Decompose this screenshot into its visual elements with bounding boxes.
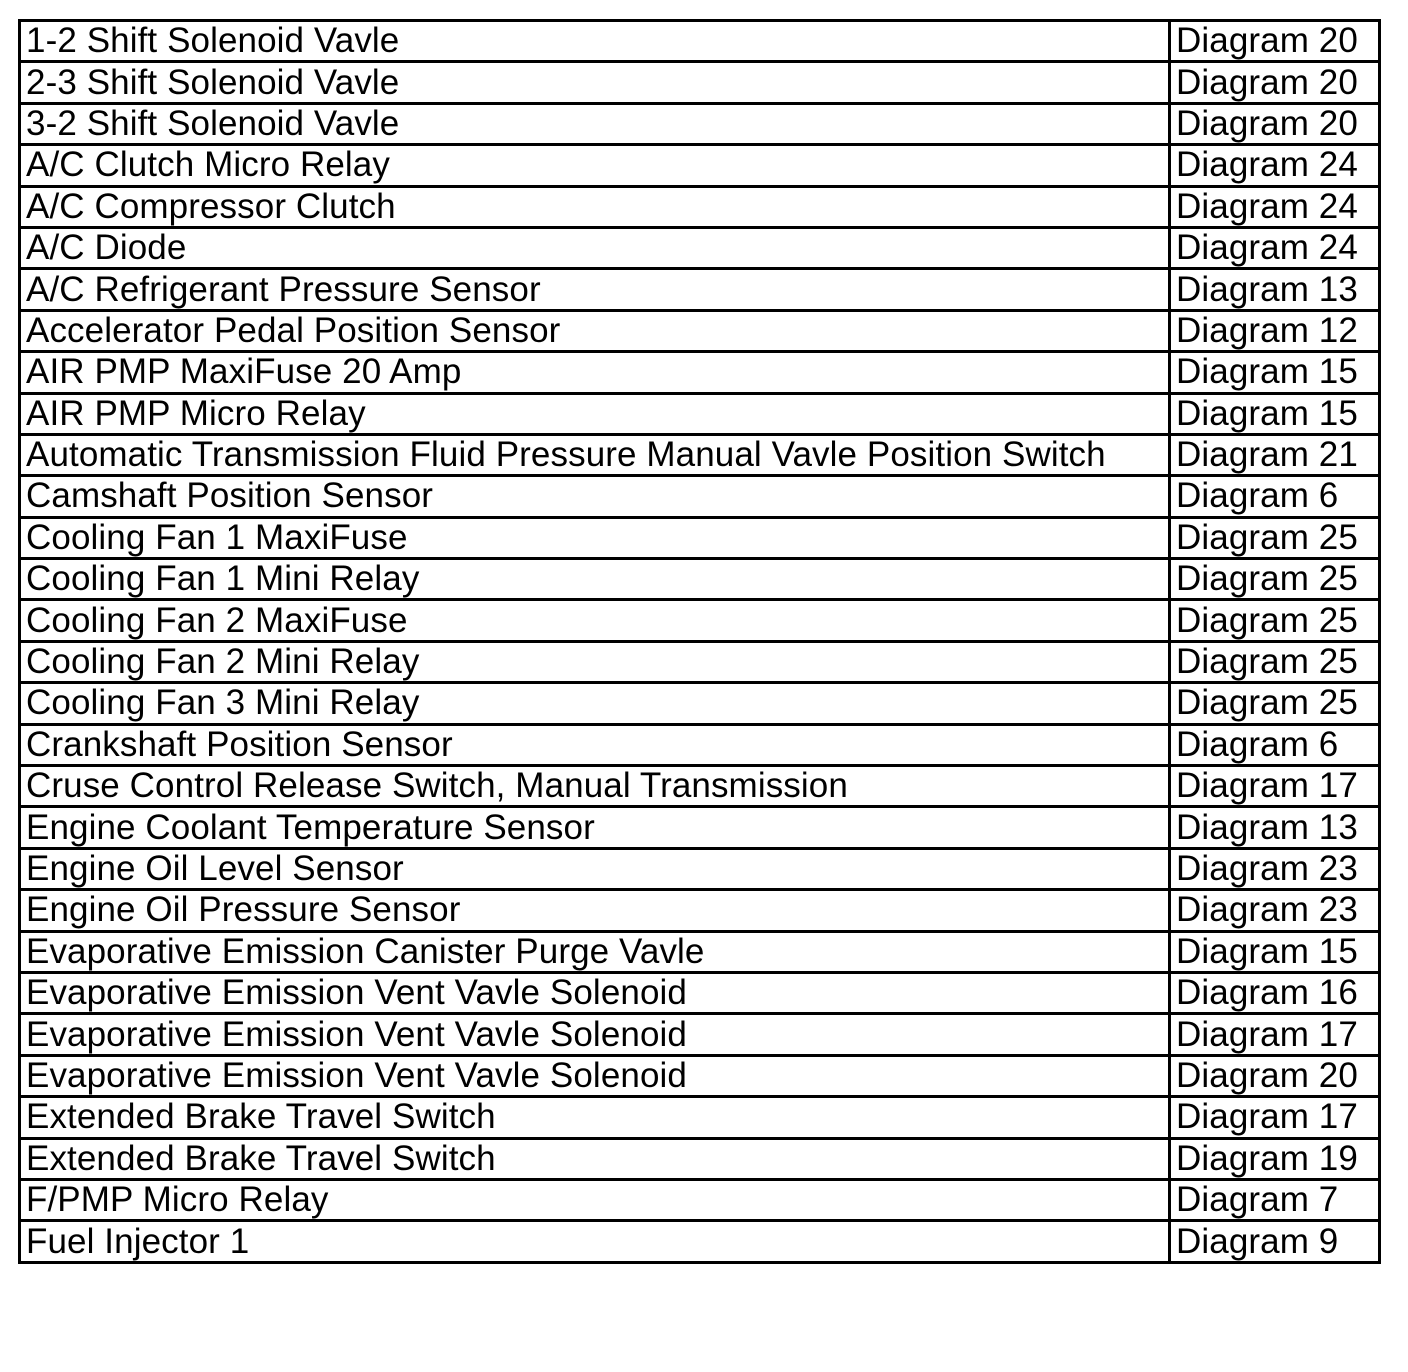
diagram-reference-cell: Diagram 25 xyxy=(1170,641,1380,682)
diagram-reference-cell: Diagram 20 xyxy=(1170,21,1380,62)
table-row xyxy=(20,1055,1380,1096)
component-name-cell: A/C Clutch Micro Relay xyxy=(20,145,1170,186)
component-name-cell: Extended Brake Travel Switch xyxy=(20,1138,1170,1179)
diagram-reference-cell: Diagram 21 xyxy=(1170,434,1380,475)
table-row xyxy=(20,21,1380,62)
component-name-cell: Evaporative Emission Vent Vavle Solenoid xyxy=(20,1055,1170,1096)
component-name-cell: Cooling Fan 2 Mini Relay xyxy=(20,641,1170,682)
diagram-reference-cell: Diagram 25 xyxy=(1170,559,1380,600)
component-name-cell: A/C Refrigerant Pressure Sensor xyxy=(20,269,1170,310)
table-row xyxy=(20,600,1380,641)
component-name-cell: 2-3 Shift Solenoid Vavle xyxy=(20,62,1170,103)
table-row xyxy=(20,848,1380,889)
diagram-reference-cell: Diagram 6 xyxy=(1170,476,1380,517)
component-name-cell: Evaporative Emission Canister Purge Vavle xyxy=(20,931,1170,972)
diagram-reference-cell: Diagram 16 xyxy=(1170,972,1380,1013)
component-name-cell: Engine Coolant Temperature Sensor xyxy=(20,807,1170,848)
component-name-cell: F/PMP Micro Relay xyxy=(20,1179,1170,1220)
diagram-reference-cell: Diagram 17 xyxy=(1170,1014,1380,1055)
table-row xyxy=(20,724,1380,765)
diagram-reference-cell: Diagram 25 xyxy=(1170,517,1380,558)
component-name-cell: Cooling Fan 1 Mini Relay xyxy=(20,559,1170,600)
diagram-reference-cell: Diagram 17 xyxy=(1170,1097,1380,1138)
diagram-reference-cell: Diagram 20 xyxy=(1170,62,1380,103)
component-name-cell: Automatic Transmission Fluid Pressure Manual Vavle Position Switch xyxy=(20,434,1170,475)
component-name-cell: Evaporative Emission Vent Vavle Solenoid xyxy=(20,972,1170,1013)
component-name-cell: AIR PMP MaxiFuse 20 Amp xyxy=(20,352,1170,393)
table-row xyxy=(20,683,1380,724)
component-name-cell: Cooling Fan 3 Mini Relay xyxy=(20,683,1170,724)
diagram-reference-cell: Diagram 19 xyxy=(1170,1138,1380,1179)
table-row xyxy=(20,766,1380,807)
component-name-cell: 3-2 Shift Solenoid Vavle xyxy=(20,103,1170,144)
table-row xyxy=(20,972,1380,1013)
component-name-cell: Fuel Injector 1 xyxy=(20,1221,1170,1262)
table-body xyxy=(20,21,1380,1263)
table-row xyxy=(20,103,1380,144)
table-row xyxy=(20,559,1380,600)
diagram-reference-cell: Diagram 6 xyxy=(1170,724,1380,765)
diagram-reference-cell: Diagram 25 xyxy=(1170,683,1380,724)
diagram-reference-cell: Diagram 15 xyxy=(1170,352,1380,393)
diagram-reference-cell: Diagram 24 xyxy=(1170,186,1380,227)
diagram-reference-cell: Diagram 20 xyxy=(1170,1055,1380,1096)
table-row xyxy=(20,517,1380,558)
table-row xyxy=(20,145,1380,186)
diagram-reference-cell: Diagram 7 xyxy=(1170,1179,1380,1220)
component-name-cell: Evaporative Emission Vent Vavle Solenoid xyxy=(20,1014,1170,1055)
diagram-reference-cell: Diagram 17 xyxy=(1170,766,1380,807)
diagram-reference-cell: Diagram 13 xyxy=(1170,269,1380,310)
table-row xyxy=(20,1014,1380,1055)
component-name-cell: AIR PMP Micro Relay xyxy=(20,393,1170,434)
table-row xyxy=(20,1179,1380,1220)
component-diagram-table xyxy=(18,19,1381,1264)
diagram-reference-cell: Diagram 12 xyxy=(1170,310,1380,351)
table-row xyxy=(20,434,1380,475)
component-name-cell: Accelerator Pedal Position Sensor xyxy=(20,310,1170,351)
diagram-reference-cell: Diagram 23 xyxy=(1170,890,1380,931)
diagram-reference-cell: Diagram 25 xyxy=(1170,600,1380,641)
table-row xyxy=(20,310,1380,351)
table-row xyxy=(20,890,1380,931)
table-row xyxy=(20,1097,1380,1138)
table-row xyxy=(20,476,1380,517)
component-name-cell: A/C Diode xyxy=(20,227,1170,268)
table-row xyxy=(20,186,1380,227)
diagram-reference-cell: Diagram 13 xyxy=(1170,807,1380,848)
diagram-reference-cell: Diagram 23 xyxy=(1170,848,1380,889)
diagram-reference-cell: Diagram 9 xyxy=(1170,1221,1380,1262)
component-name-cell: 1-2 Shift Solenoid Vavle xyxy=(20,21,1170,62)
diagram-reference-cell: Diagram 15 xyxy=(1170,931,1380,972)
table-row xyxy=(20,641,1380,682)
component-name-cell: Cooling Fan 1 MaxiFuse xyxy=(20,517,1170,558)
component-name-cell: Cruse Control Release Switch, Manual Transmission xyxy=(20,766,1170,807)
diagram-reference-cell: Diagram 20 xyxy=(1170,103,1380,144)
table-row xyxy=(20,393,1380,434)
table-row xyxy=(20,1221,1380,1262)
diagram-reference-cell: Diagram 15 xyxy=(1170,393,1380,434)
diagram-reference-cell: Diagram 24 xyxy=(1170,145,1380,186)
component-name-cell: Camshaft Position Sensor xyxy=(20,476,1170,517)
table-row xyxy=(20,1138,1380,1179)
table-row xyxy=(20,352,1380,393)
component-name-cell: Extended Brake Travel Switch xyxy=(20,1097,1170,1138)
component-name-cell: Engine Oil Pressure Sensor xyxy=(20,890,1170,931)
table-row xyxy=(20,269,1380,310)
diagram-reference-cell: Diagram 24 xyxy=(1170,227,1380,268)
component-name-cell: A/C Compressor Clutch xyxy=(20,186,1170,227)
table-row xyxy=(20,931,1380,972)
table-row xyxy=(20,807,1380,848)
component-name-cell: Cooling Fan 2 MaxiFuse xyxy=(20,600,1170,641)
table-row xyxy=(20,62,1380,103)
component-name-cell: Crankshaft Position Sensor xyxy=(20,724,1170,765)
component-name-cell: Engine Oil Level Sensor xyxy=(20,848,1170,889)
table-row xyxy=(20,227,1380,268)
